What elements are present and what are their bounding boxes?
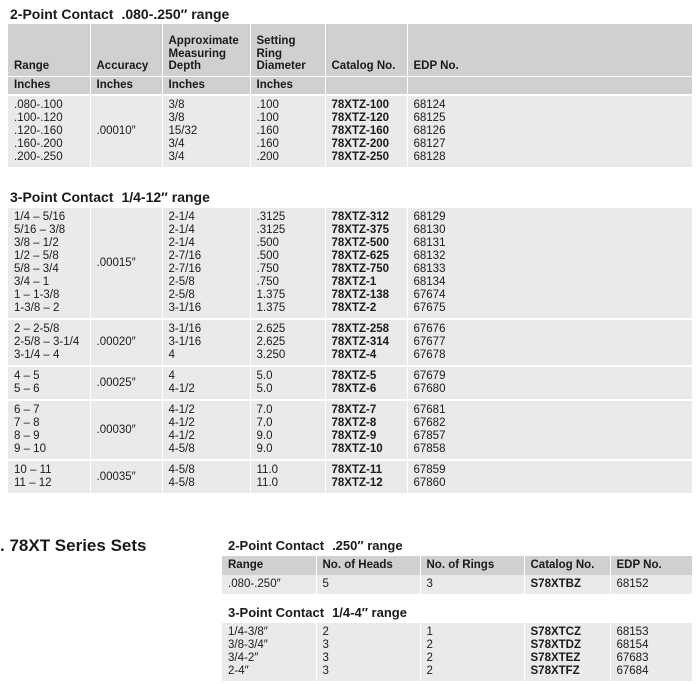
- catalog-number: 78XTZ-138: [331, 289, 390, 301]
- edp-number: 68125: [413, 111, 446, 124]
- range-value: 6 – 7: [14, 404, 40, 416]
- range-value: 2-5/8 – 3-1/4: [14, 336, 80, 348]
- ring-value: 7.0: [256, 404, 273, 416]
- edp-number: 67679: [413, 370, 446, 382]
- ring-cell: [250, 95, 325, 167]
- header-catalog: Catalog No.: [325, 24, 407, 76]
- depth-value: 2-5/8: [168, 289, 195, 301]
- range-value: .100-.120: [14, 111, 63, 124]
- depth-value: 15/32: [168, 124, 198, 137]
- two-point-title: [10, 6, 229, 22]
- depth-cell: [162, 366, 250, 400]
- ring-value: 3.250: [256, 349, 286, 361]
- accuracy-cell: .00035″: [90, 460, 162, 493]
- ring-value: .500: [256, 237, 279, 249]
- range-value: 10 – 11: [14, 464, 52, 476]
- ring-value: .100: [256, 98, 279, 111]
- depth-cell: [162, 400, 250, 460]
- catalog-number: 78XTZ-625: [331, 250, 390, 262]
- range-value: 3/8 – 1/2: [14, 237, 59, 249]
- ring-value: 1.375: [256, 289, 286, 301]
- sets-header-heads: No. of Heads: [316, 556, 420, 575]
- unit-ring: Inches: [250, 76, 325, 95]
- catalog-cell: [325, 207, 407, 319]
- sets-three-point-label: 3-Point Contact: [228, 605, 325, 620]
- range-cell: [8, 319, 90, 366]
- set-heads: 5: [316, 575, 420, 594]
- three-point-title-label: 3-Point Contact: [10, 189, 114, 205]
- edp-number: 68127: [413, 137, 446, 150]
- set-heads: 3: [316, 652, 420, 665]
- set-catalog: S78XTFZ: [524, 665, 610, 681]
- catalog-cell: [325, 95, 407, 167]
- edp-number: 67678: [413, 349, 446, 361]
- catalog-number: 78XTZ-120: [331, 111, 390, 124]
- range-value: .200-.250: [14, 150, 63, 163]
- ring-value: 11.0: [256, 464, 279, 476]
- edp-number: 67676: [413, 323, 446, 335]
- ring-value: 9.0: [256, 430, 273, 442]
- range-value: 1/4 – 5/16: [14, 211, 66, 223]
- group-row: [8, 207, 692, 319]
- set-range: 1/4-3/8″: [228, 626, 268, 638]
- catalog-number: 78XTZ-1: [331, 276, 377, 288]
- depth-value: 3/4: [168, 137, 185, 150]
- range-value: .160-.200: [14, 137, 63, 150]
- range-value: 7 – 8: [14, 417, 40, 429]
- edp-cell: [407, 366, 692, 400]
- accuracy-cell: .00015″: [90, 207, 162, 319]
- set-heads: 3: [316, 639, 420, 652]
- header-accuracy: Accuracy: [90, 24, 162, 76]
- ring-cell: [250, 366, 325, 400]
- range-value: 2 – 2-5/8: [14, 323, 60, 335]
- unit-range: Inches: [8, 76, 90, 95]
- edp-cell: [407, 460, 692, 493]
- range-value: 3-1/4 – 4: [14, 349, 60, 361]
- set-heads: 3: [316, 665, 420, 681]
- catalog-number: 78XTZ-375: [331, 224, 390, 236]
- edp-cell: [407, 207, 692, 319]
- accuracy-cell: .00010″: [90, 95, 162, 167]
- ring-cell: [250, 319, 325, 366]
- depth-value: 2-5/8: [168, 276, 195, 288]
- catalog-number: 78XTZ-100: [331, 98, 390, 111]
- ring-cell: [250, 207, 325, 319]
- set-heads: 2: [316, 623, 420, 639]
- ring-value: 5.0: [256, 383, 273, 395]
- ring-value: .3125: [256, 224, 286, 236]
- edp-number: 68130: [413, 224, 446, 236]
- catalog-cell: [325, 366, 407, 400]
- range-value: 1-3/8 – 2: [14, 302, 60, 314]
- catalog-number: 78XTZ-10: [331, 443, 383, 455]
- set-rings: 1: [420, 623, 524, 639]
- three-point-range-label: 1/4-12″ range: [121, 189, 210, 205]
- edp-number: 68126: [413, 124, 446, 137]
- depth-value: 4-5/8: [168, 477, 195, 489]
- set-rings: 2: [420, 652, 524, 665]
- depth-value: 2-7/16: [168, 263, 202, 275]
- range-value: 9 – 10: [14, 443, 46, 455]
- depth-value: 4-5/8: [168, 443, 195, 455]
- set-row: [222, 623, 692, 639]
- ring-value: 2.625: [256, 323, 286, 335]
- unit-catalog: [325, 76, 407, 95]
- three-point-title: [10, 189, 210, 205]
- catalog-number: 78XTZ-9: [331, 430, 377, 442]
- edp-number: 67682: [413, 417, 446, 429]
- sets-three-point-title: [228, 605, 407, 620]
- range-cell: [8, 95, 90, 167]
- catalog-number: 78XTZ-500: [331, 237, 390, 249]
- catalog-number: 78XTZ-250: [331, 150, 390, 163]
- depth-cell: [162, 207, 250, 319]
- edp-number: 67675: [413, 302, 446, 314]
- header-depth: Approximate Measuring Depth: [162, 24, 250, 76]
- depth-value: 3/4: [168, 150, 185, 163]
- two-point-table: [8, 24, 692, 167]
- range-value: 5 – 6: [14, 383, 40, 395]
- sets-two-point-table: [222, 556, 692, 594]
- sets-two-point-range: .250″ range: [332, 538, 403, 553]
- two-point-title-label: 2-Point Contact: [10, 6, 114, 22]
- catalog-number: 78XTZ-258: [331, 323, 390, 335]
- group-row: [8, 400, 692, 460]
- catalog-number: 78XTZ-312: [331, 211, 390, 223]
- edp-cell: [407, 95, 692, 167]
- catalog-number: 78XTZ-12: [331, 477, 383, 489]
- edp-number: 68129: [413, 211, 446, 223]
- depth-cell: [162, 95, 250, 167]
- range-value: 8 – 9: [14, 430, 40, 442]
- ring-value: .750: [256, 263, 279, 275]
- ring-value: 11.0: [256, 477, 279, 489]
- set-catalog: S78XTBZ: [524, 575, 610, 594]
- accuracy-cell: .00025″: [90, 366, 162, 400]
- range-value: 5/16 – 3/8: [14, 224, 66, 236]
- three-point-table: [8, 206, 692, 493]
- sets-header-row: [222, 556, 692, 575]
- set-rings: 3: [420, 575, 524, 594]
- sets-header-range: Range: [222, 556, 316, 575]
- set-row: [222, 575, 692, 594]
- depth-value: 3-1/16: [168, 323, 202, 335]
- unit-accuracy: Inches: [90, 76, 162, 95]
- sets-header-catalog: Catalog No.: [524, 556, 610, 575]
- range-cell: [8, 400, 90, 460]
- set-edp: 68153: [610, 623, 692, 639]
- range-value: 3/4 – 1: [14, 276, 50, 288]
- range-value: .080-.100: [14, 98, 63, 111]
- accuracy-cell: .00030″: [90, 400, 162, 460]
- ring-value: .500: [256, 250, 279, 262]
- depth-value: 4-1/2: [168, 417, 195, 429]
- edp-number: 68124: [413, 98, 446, 111]
- sets-header-edp: EDP No.: [610, 556, 692, 575]
- catalog-number: 78XTZ-2: [331, 302, 377, 314]
- range-value: 4 – 5: [14, 370, 40, 382]
- edp-number: 68128: [413, 150, 446, 163]
- edp-number: 67858: [413, 443, 446, 455]
- edp-number: 67674: [413, 289, 446, 301]
- edp-number: 68132: [413, 250, 446, 262]
- set-range: 2-4″: [228, 665, 249, 677]
- accuracy-cell: .00020″: [90, 319, 162, 366]
- catalog-number: 78XTZ-314: [331, 336, 390, 348]
- group-row: [8, 366, 692, 400]
- depth-value: 3-1/16: [168, 336, 202, 348]
- set-row: [222, 639, 692, 652]
- range-value: 1 – 1-3/8: [14, 289, 60, 301]
- sets-two-point-title: [228, 538, 403, 553]
- ring-value: 9.0: [256, 443, 273, 455]
- catalog-cell: [325, 400, 407, 460]
- group-row: [8, 460, 692, 493]
- catalog-number: 78XTZ-11: [331, 464, 382, 476]
- edp-number: 68131: [413, 237, 446, 249]
- catalog-number: 78XTZ-750: [331, 263, 390, 275]
- depth-value: 4-5/8: [168, 464, 195, 476]
- set-edp: 67683: [610, 652, 692, 665]
- set-range: 3/8-3/4″: [228, 639, 268, 651]
- edp-number: 68133: [413, 263, 446, 275]
- edp-number: 67677: [413, 336, 446, 348]
- sets-three-point-table: [222, 623, 692, 681]
- ring-value: 1.375: [256, 302, 286, 314]
- ring-value: .160: [256, 124, 279, 137]
- edp-number: 67860: [413, 477, 446, 489]
- catalog-number: 78XTZ-6: [331, 383, 377, 395]
- set-row: [222, 652, 692, 665]
- group-row: [8, 95, 692, 167]
- depth-value: 2-1/4: [168, 237, 195, 249]
- catalog-number: 78XTZ-4: [331, 349, 377, 361]
- main-header-row: [8, 24, 692, 76]
- depth-value: 3/8: [168, 98, 185, 111]
- ring-value: .750: [256, 276, 279, 288]
- unit-edp: [407, 76, 692, 95]
- edp-cell: [407, 319, 692, 366]
- set-catalog: S78XTDZ: [524, 639, 610, 652]
- catalog-number: 78XTZ-8: [331, 417, 377, 429]
- set-edp: 68154: [610, 639, 692, 652]
- set-row: [222, 665, 692, 681]
- set-catalog: S78XTCZ: [524, 623, 610, 639]
- two-point-range-label: .080-.250″ range: [121, 6, 230, 22]
- unit-depth: Inches: [162, 76, 250, 95]
- main-units-row: [8, 76, 692, 95]
- sets-header-rings: No. of Rings: [420, 556, 524, 575]
- ring-value: 5.0: [256, 370, 273, 382]
- catalog-number: 78XTZ-5: [331, 370, 377, 382]
- range-value: 5/8 – 3/4: [14, 263, 59, 275]
- set-range: .080-.250″: [228, 577, 281, 590]
- depth-value: 4: [168, 349, 175, 361]
- edp-number: 67857: [413, 430, 446, 442]
- set-catalog: S78XTEZ: [524, 652, 610, 665]
- sets-two-point-label: 2-Point Contact: [228, 538, 325, 553]
- set-range: 3/4-2″: [228, 652, 259, 664]
- edp-number: 68134: [413, 276, 446, 288]
- depth-value: 2-7/16: [168, 250, 202, 262]
- depth-value: 4-1/2: [168, 404, 195, 416]
- catalog-number: 78XTZ-160: [331, 124, 390, 137]
- range-value: .120-.160: [14, 124, 63, 137]
- set-rings: 2: [420, 665, 524, 681]
- catalog-cell: [325, 319, 407, 366]
- depth-value: 3/8: [168, 111, 185, 124]
- set-rings: 2: [420, 639, 524, 652]
- ring-cell: [250, 460, 325, 493]
- depth-value: 4: [168, 370, 175, 382]
- edp-cell: [407, 400, 692, 460]
- sets-three-point-range: 1/4-4″ range: [332, 605, 407, 620]
- header-ring: Setting Ring Diameter: [250, 24, 325, 76]
- ring-value: 7.0: [256, 417, 273, 429]
- edp-number: 67680: [413, 383, 446, 395]
- sets-title: . 78XT Series Sets: [0, 536, 147, 555]
- ring-value: .100: [256, 111, 279, 124]
- range-cell: [8, 366, 90, 400]
- group-row: [8, 319, 692, 366]
- depth-value: 4-1/2: [168, 430, 195, 442]
- ring-value: 2.625: [256, 336, 286, 348]
- depth-value: 3-1/16: [168, 302, 202, 314]
- range-cell: [8, 207, 90, 319]
- depth-value: 4-1/2: [168, 383, 195, 395]
- header-edp: EDP No.: [407, 24, 692, 76]
- depth-value: 2-1/4: [168, 224, 195, 236]
- catalog-number: 78XTZ-200: [331, 137, 390, 150]
- ring-value: .200: [256, 150, 279, 163]
- edp-number: 67859: [413, 464, 446, 476]
- range-value: 1/2 – 5/8: [14, 250, 59, 262]
- ring-value: .160: [256, 137, 279, 150]
- edp-number: 67681: [413, 404, 446, 416]
- catalog-cell: [325, 460, 407, 493]
- depth-cell: [162, 460, 250, 493]
- depth-value: 2-1/4: [168, 211, 195, 223]
- range-cell: [8, 460, 90, 493]
- depth-cell: [162, 319, 250, 366]
- ring-cell: [250, 400, 325, 460]
- set-edp: 68152: [610, 575, 692, 594]
- ring-value: .3125: [256, 211, 286, 223]
- catalog-number: 78XTZ-7: [331, 404, 377, 416]
- set-edp: 67684: [610, 665, 692, 681]
- header-range: Range: [8, 24, 90, 76]
- range-value: 11 – 12: [14, 477, 52, 489]
